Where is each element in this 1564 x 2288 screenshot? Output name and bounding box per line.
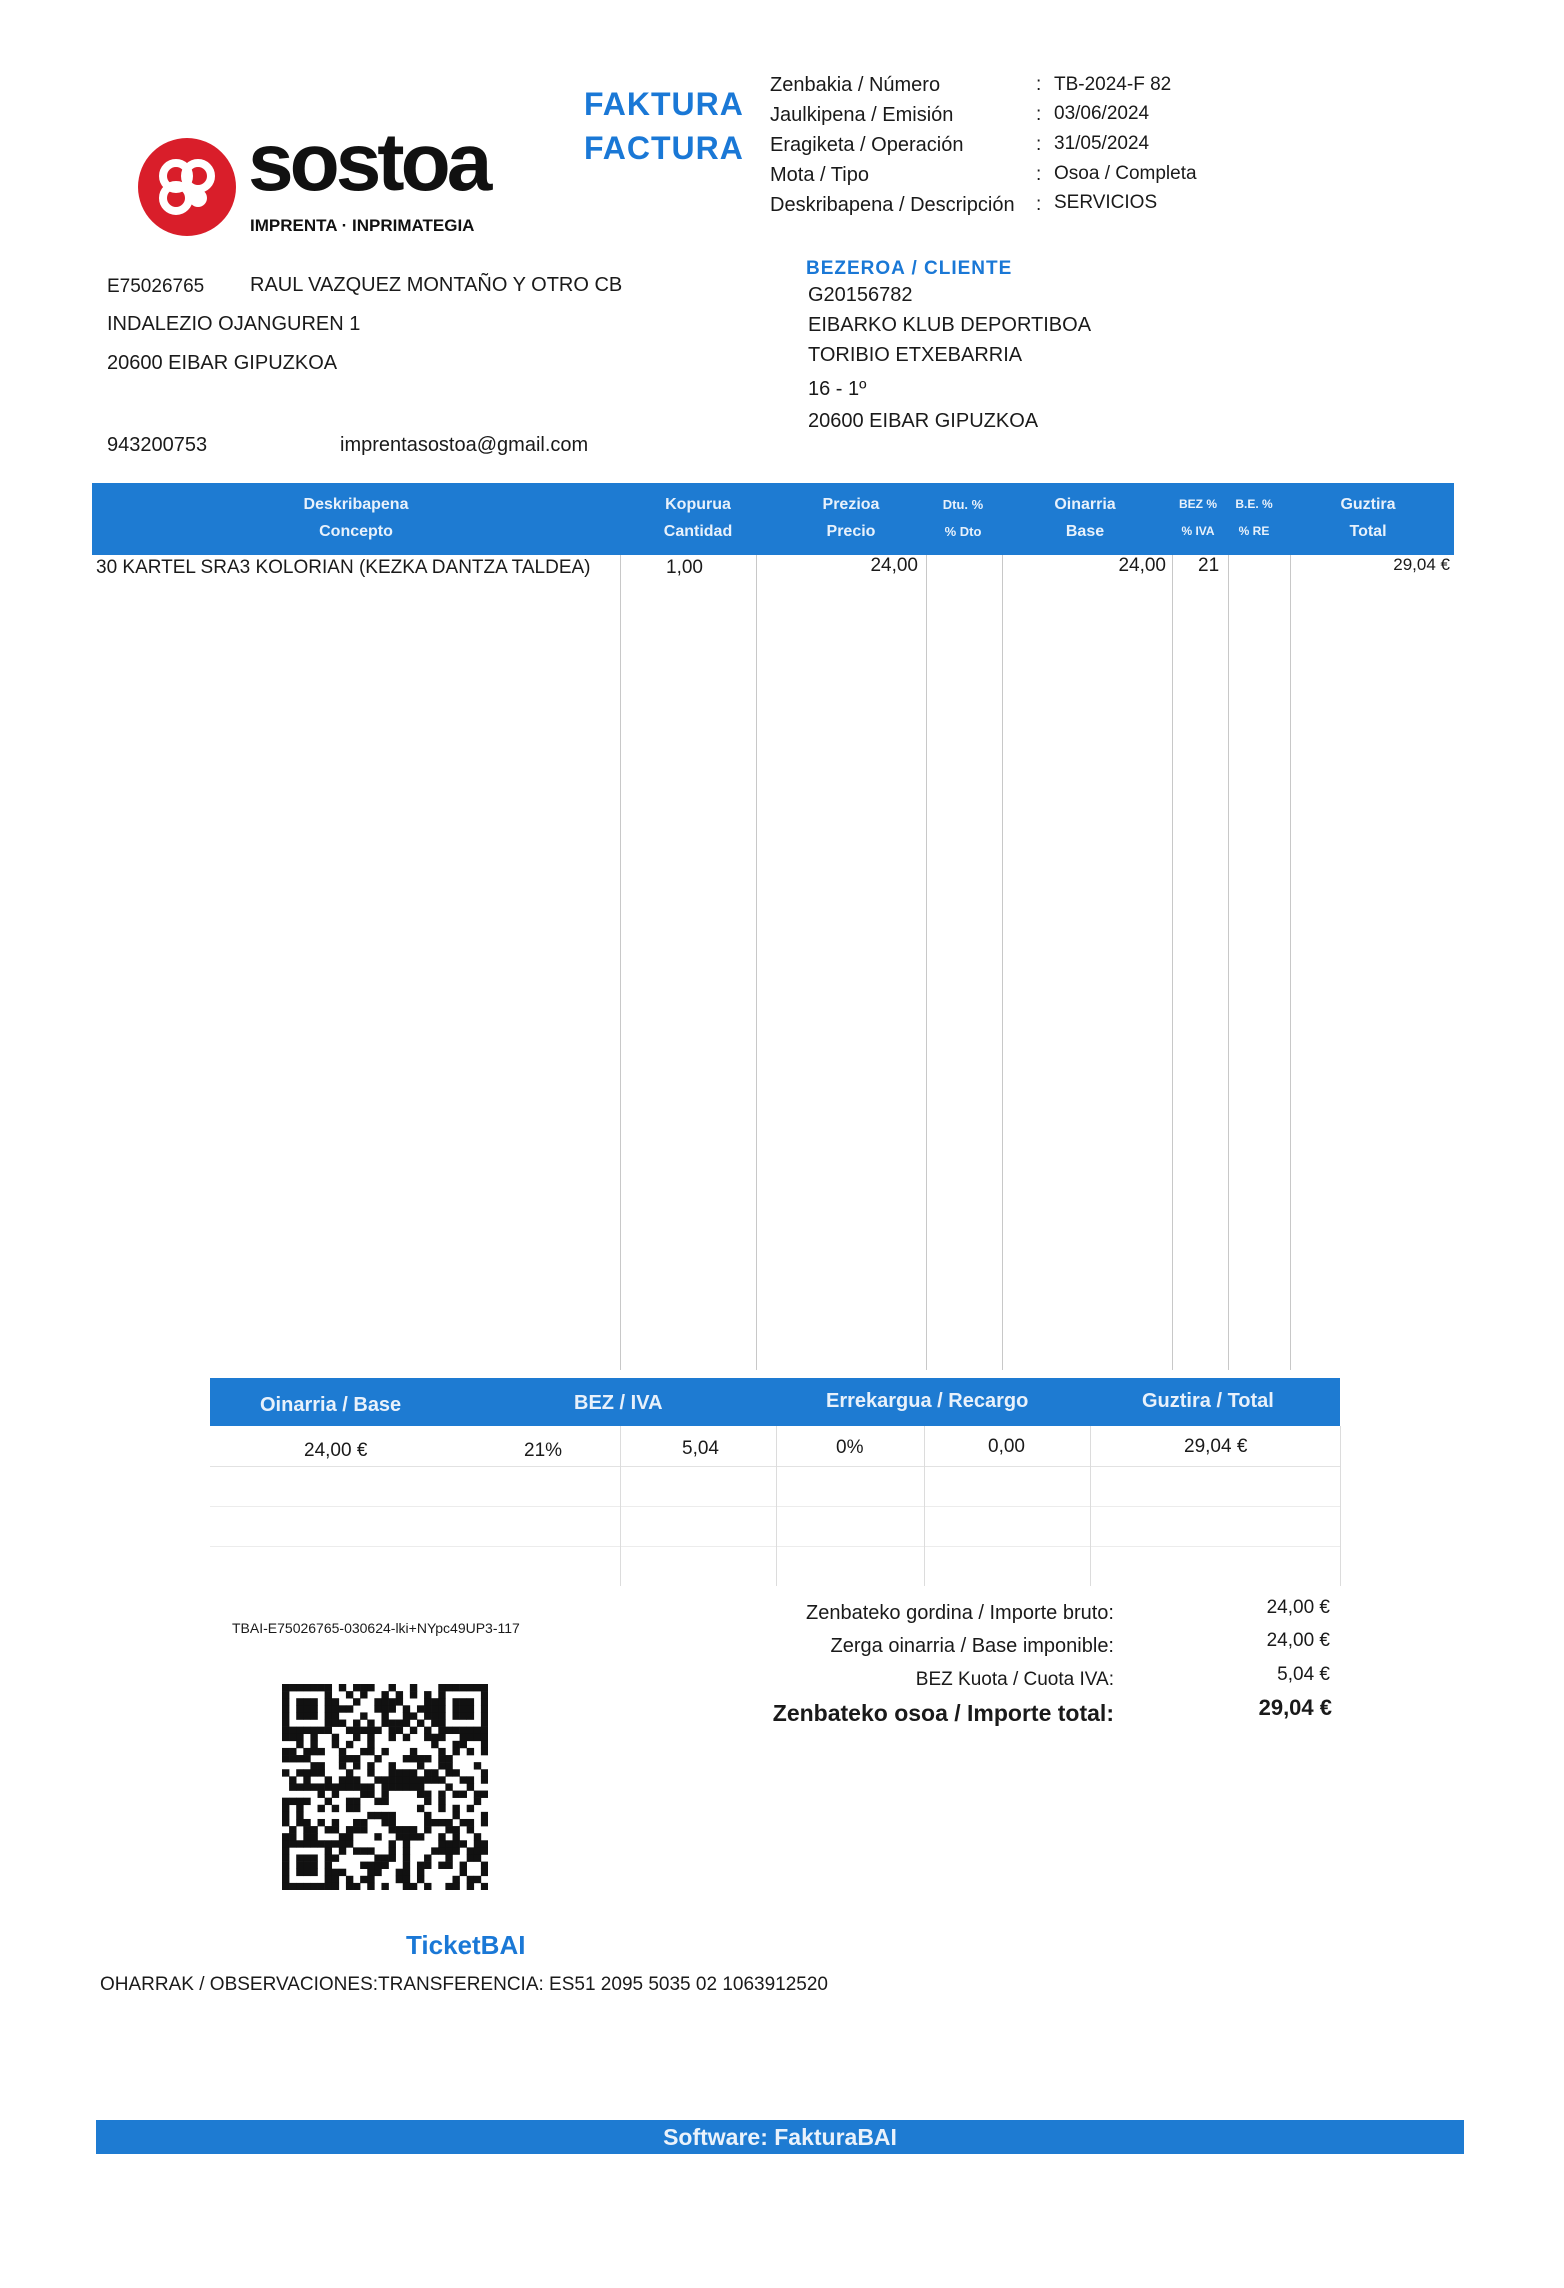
software-footer (96, 2120, 1464, 2154)
total-value-vat: 5,04 € (1277, 1664, 1330, 1685)
col-header-base: Oinarria Base (1054, 496, 1116, 540)
total-value-final: 29,04 € (1258, 1695, 1332, 1720)
item-price: 24,00 (870, 555, 918, 576)
item-quantity: 1,00 (666, 557, 703, 578)
items-table-header (92, 483, 1454, 555)
software-label: Software: FakturaBAI (663, 2124, 897, 2150)
meta-colon: : (1036, 74, 1042, 95)
col-header-vat: BEZ % % IVA (1178, 497, 1217, 538)
summary-divider (924, 1426, 925, 1586)
meta-value-number: TB-2024-F 82 (1054, 74, 1172, 95)
meta-label-description: Deskribapena / Descripción (770, 194, 1015, 216)
item-total: 29,04 € (1393, 555, 1450, 574)
total-label-base: Zerga oinarria / Base imponible: (830, 1635, 1114, 1657)
meta-colon: : (1036, 104, 1042, 125)
meta-colon: : (1036, 164, 1042, 185)
qr-code-icon (282, 1684, 488, 1890)
issuer-phone: 943200753 (107, 434, 208, 456)
col-divider (1290, 555, 1291, 1370)
summary-re-amount: 0,00 (988, 1436, 1025, 1457)
issuer-name: RAUL VAZQUEZ MONTAÑO Y OTRO CB (250, 274, 623, 296)
client-tax-id: G20156782 (808, 284, 913, 306)
invoice-title-eu: FAKTURA (584, 86, 744, 122)
total-value-gross: 24,00 € (1266, 1597, 1330, 1618)
summary-header-total: Guztira / Total (1142, 1390, 1274, 1412)
summary-table-header (210, 1378, 1340, 1426)
issuer-address: INDALEZIO OJANGUREN 1 (107, 313, 361, 335)
client-number: 16 - 1º (808, 378, 867, 400)
company-logo (138, 117, 508, 244)
item-concept: 30 KARTEL SRA3 KOLORIAN (KEZKA DANTZA TALDEA) (96, 557, 591, 578)
meta-value-description: SERVICIOS (1054, 192, 1158, 213)
summary-base: 24,00 € (304, 1440, 368, 1461)
issuer-city: 20600 EIBAR GIPUZKOA (107, 352, 338, 374)
col-header-concept: Deskribapena Concepto (303, 496, 409, 540)
issuer-email: imprentasostoa@gmail.com (340, 434, 589, 456)
col-header-price: Prezioa Precio (822, 496, 880, 540)
summary-total: 29,04 € (1184, 1436, 1248, 1457)
meta-label-issue: Jaulkipena / Emisión (770, 104, 954, 126)
meta-label-number: Zenbakia / Número (770, 74, 941, 96)
col-divider (926, 555, 927, 1370)
ticketbai-label: TicketBAI (406, 1930, 526, 1960)
summary-divider (1340, 1426, 1341, 1586)
meta-colon: : (1036, 194, 1042, 215)
col-header-total: Guztira Total (1340, 496, 1396, 540)
meta-label-operation: Eragiketa / Operación (770, 134, 964, 156)
total-label-vat: BEZ Kuota / Cuota IVA: (915, 1669, 1114, 1690)
col-divider (1228, 555, 1229, 1370)
col-divider (756, 555, 757, 1370)
summary-vat-pct: 21% (524, 1440, 563, 1461)
logo-mark (138, 138, 236, 236)
summary-divider (620, 1426, 621, 1586)
logo-wordmark: sostoa (248, 117, 489, 208)
logo-subtitle: IMPRENTA · INPRIMATEGIA (250, 216, 475, 235)
col-header-quantity: Kopurua Cantidad (663, 496, 733, 540)
summary-row-line (210, 1546, 1340, 1547)
col-header-discount: Dtu. % % Dto (942, 497, 984, 539)
summary-row-line (210, 1506, 1340, 1507)
ticketbai-code: TBAI-E75026765-030624-lki+NYpc49UP3-117 (232, 1620, 520, 1636)
summary-divider (1090, 1426, 1091, 1586)
total-value-base: 24,00 € (1266, 1630, 1330, 1651)
summary-header-base: Oinarria / Base (260, 1394, 402, 1416)
client-city: 20600 EIBAR GIPUZKOA (808, 410, 1039, 432)
col-divider (1172, 555, 1173, 1370)
summary-header-vat: BEZ / IVA (574, 1392, 663, 1414)
summary-re-pct: 0% (836, 1437, 864, 1458)
total-label-gross: Zenbateko gordina / Importe bruto: (806, 1602, 1114, 1624)
item-vat: 21 (1198, 555, 1220, 576)
col-divider (1002, 555, 1003, 1370)
client-name: EIBARKO KLUB DEPORTIBOA (808, 314, 1092, 336)
summary-divider (776, 1426, 777, 1586)
meta-label-type: Mota / Tipo (770, 164, 869, 186)
observations: OHARRAK / OBSERVACIONES:TRANSFERENCIA: ES51 2095 5035 02 1063912520 (100, 1974, 828, 1995)
meta-colon: : (1036, 134, 1042, 155)
col-header-re: B.E. % % RE (1235, 497, 1273, 538)
summary-vat-amount: 5,04 (682, 1438, 719, 1459)
invoice-title-es: FACTURA (584, 130, 744, 166)
client-heading: BEZEROA / CLIENTE (806, 258, 1013, 279)
issuer-tax-id: E75026765 (107, 276, 205, 297)
meta-value-type: Osoa / Completa (1054, 163, 1197, 184)
item-base: 24,00 (1118, 555, 1166, 576)
summary-header-recargo: Errekargua / Recargo (826, 1390, 1029, 1412)
meta-value-issue: 03/06/2024 (1054, 103, 1150, 124)
total-label-final: Zenbateko osoa / Importe total: (772, 1700, 1114, 1726)
meta-value-operation: 31/05/2024 (1054, 133, 1150, 154)
col-divider (620, 555, 621, 1370)
client-street: TORIBIO ETXEBARRIA (808, 344, 1023, 366)
summary-row-line (210, 1466, 1340, 1467)
